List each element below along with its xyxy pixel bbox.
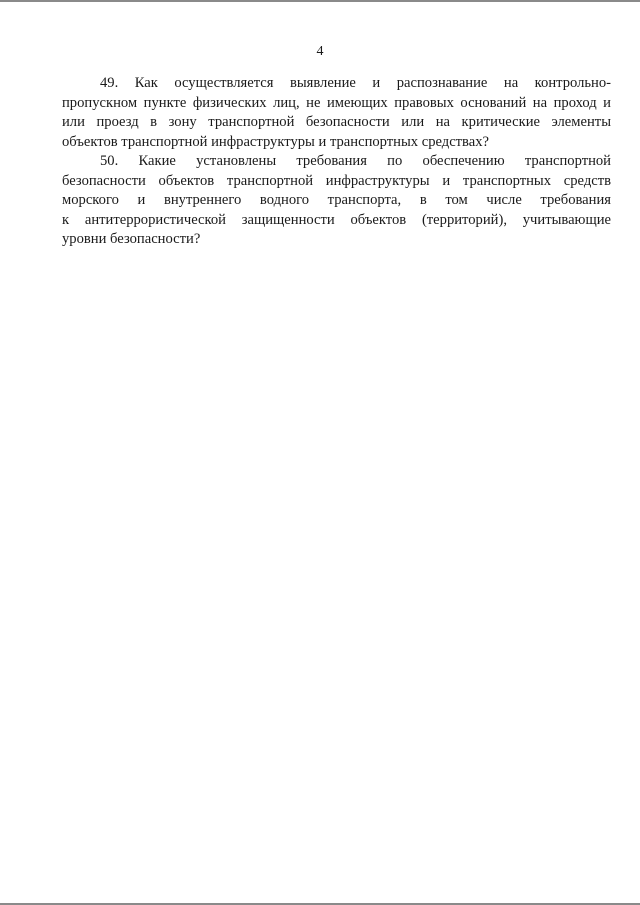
- question-number: 50.: [100, 153, 119, 169]
- question-line: уровни безопасности?: [62, 231, 201, 247]
- question-text: Как осуществляется выявление и распознавание на контрольно-: [134, 75, 611, 91]
- question-49: [62, 74, 611, 152]
- question-text: Какие установлены требования по обеспечению транспортной: [138, 153, 611, 169]
- question-number: 49.: [100, 75, 119, 91]
- question-line: [62, 152, 611, 172]
- question-50: [62, 152, 611, 250]
- question-line: объектов транспортной инфраструктуры и транспортных средствах?: [62, 133, 490, 150]
- question-line: пропускном пункте физических лиц, не имеющих правовых оснований на проход и: [62, 94, 611, 111]
- question-line: морского и внутреннего водного транспорта, в том числе требования: [62, 192, 611, 208]
- page-number: 4: [316, 44, 324, 59]
- question-line: к антитеррористической защищенности объектов (территорий), учитывающие: [62, 211, 611, 228]
- question-line: [62, 74, 611, 94]
- question-line: или проезд в зону транспортной безопасности или на критические элементы: [62, 114, 611, 130]
- question-line: безопасности объектов транспортной инфраструктуры и транспортных средств: [62, 172, 611, 189]
- document-body: [62, 74, 611, 250]
